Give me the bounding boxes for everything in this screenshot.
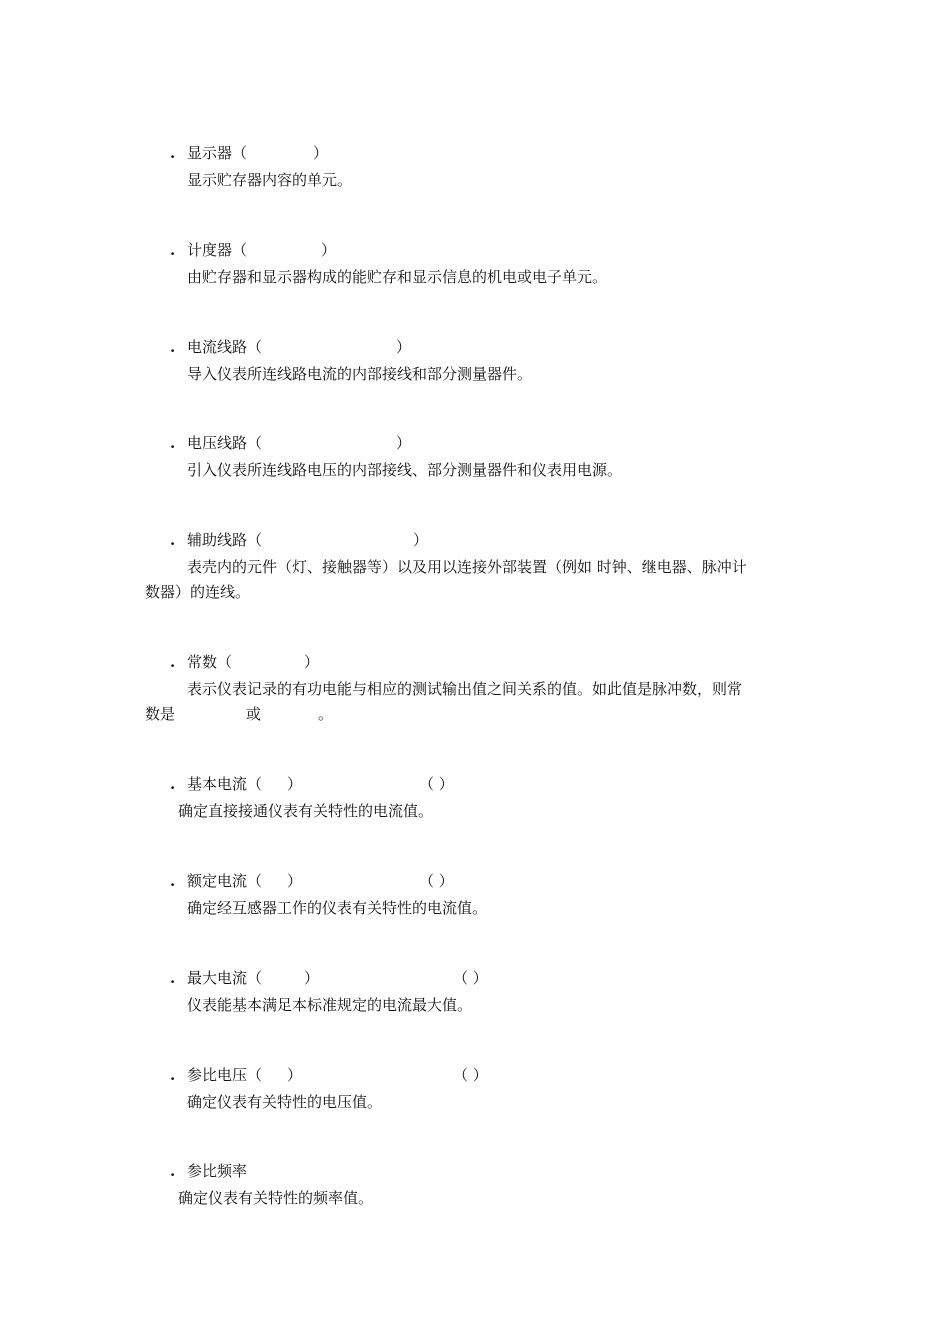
term-heading: 计度器（ <box>187 241 248 259</box>
term-definition-line1: 表壳内的元件（灯、接触器等）以及用以连接外部装置（例如 时钟、继电器、脉冲计 <box>187 558 747 576</box>
item-marker: . <box>170 653 176 671</box>
term-definition: 显示贮存器内容的单元。 <box>187 171 353 189</box>
term-close-paren: ） <box>287 775 303 793</box>
item-marker: . <box>170 531 176 549</box>
term-symbol-paren: （ ） <box>453 1066 488 1084</box>
term-definition: 引入仪表所连线路电压的内部接线、部分测量器件和仪表用电源。 <box>187 461 623 479</box>
term-close-paren: ） <box>313 144 329 162</box>
term-definition-line1: 表示仪表记录的有功电能与相应的测试输出值之间关系的值。如此值是脉冲数，则常 <box>187 680 743 698</box>
item-marker: . <box>170 434 176 452</box>
term-heading: 辅助线路（ <box>187 531 263 549</box>
term-close-paren: ） <box>287 872 303 890</box>
term-definition: 确定仪表有关特性的电压值。 <box>187 1093 383 1111</box>
term-close-paren: ） <box>396 434 412 452</box>
item-marker: . <box>170 338 176 356</box>
term-heading: 电流线路（ <box>187 338 263 356</box>
item-marker: . <box>170 241 176 259</box>
term-close-paren: ） <box>287 1066 303 1084</box>
term-definition-line2: 数器）的连线。 <box>145 583 251 601</box>
term-definition: 确定经互感器工作的仪表有关特性的电流值。 <box>187 899 488 917</box>
item-marker: . <box>170 775 176 793</box>
item-marker: . <box>170 144 176 162</box>
term-close-paren: ） <box>304 969 320 987</box>
term-heading: 基本电流（ <box>187 775 263 793</box>
term-definition: 确定仪表有关特性的频率值。 <box>178 1189 374 1207</box>
term-heading: 参比电压（ <box>187 1066 263 1084</box>
term-symbol-paren: （ ） <box>419 775 454 793</box>
term-close-paren: ） <box>321 241 337 259</box>
term-close-paren: ） <box>413 531 429 549</box>
term-heading: 常数（ <box>187 653 233 671</box>
term-heading: 电压线路（ <box>187 434 263 452</box>
term-heading: 参比频率 <box>187 1162 248 1180</box>
term-close-paren: ） <box>396 338 412 356</box>
term-definition: 仪表能基本满足本标准规定的电流最大值。 <box>187 996 473 1014</box>
term-definition: 由贮存器和显示器构成的能贮存和显示信息的机电或电子单元。 <box>187 268 608 286</box>
term-definition-line2: 数是 <box>145 705 176 723</box>
item-marker: . <box>170 872 176 890</box>
term-heading: 最大电流（ <box>187 969 263 987</box>
item-marker: . <box>170 969 176 987</box>
term-heading: 额定电流（ <box>187 872 263 890</box>
item-marker: . <box>170 1066 176 1084</box>
term-heading: 显示器（ <box>187 144 248 162</box>
term-definition: 确定直接接通仪表有关特性的电流值。 <box>178 802 434 820</box>
term-definition-or: 或 <box>246 705 262 723</box>
term-symbol-paren: （ ） <box>419 872 454 890</box>
item-marker: . <box>170 1162 176 1180</box>
term-close-paren: ） <box>304 653 320 671</box>
term-definition-end: 。 <box>318 705 334 723</box>
term-definition: 导入仪表所连线路电流的内部接线和部分测量器件。 <box>187 365 533 383</box>
term-symbol-paren: （ ） <box>453 969 488 987</box>
